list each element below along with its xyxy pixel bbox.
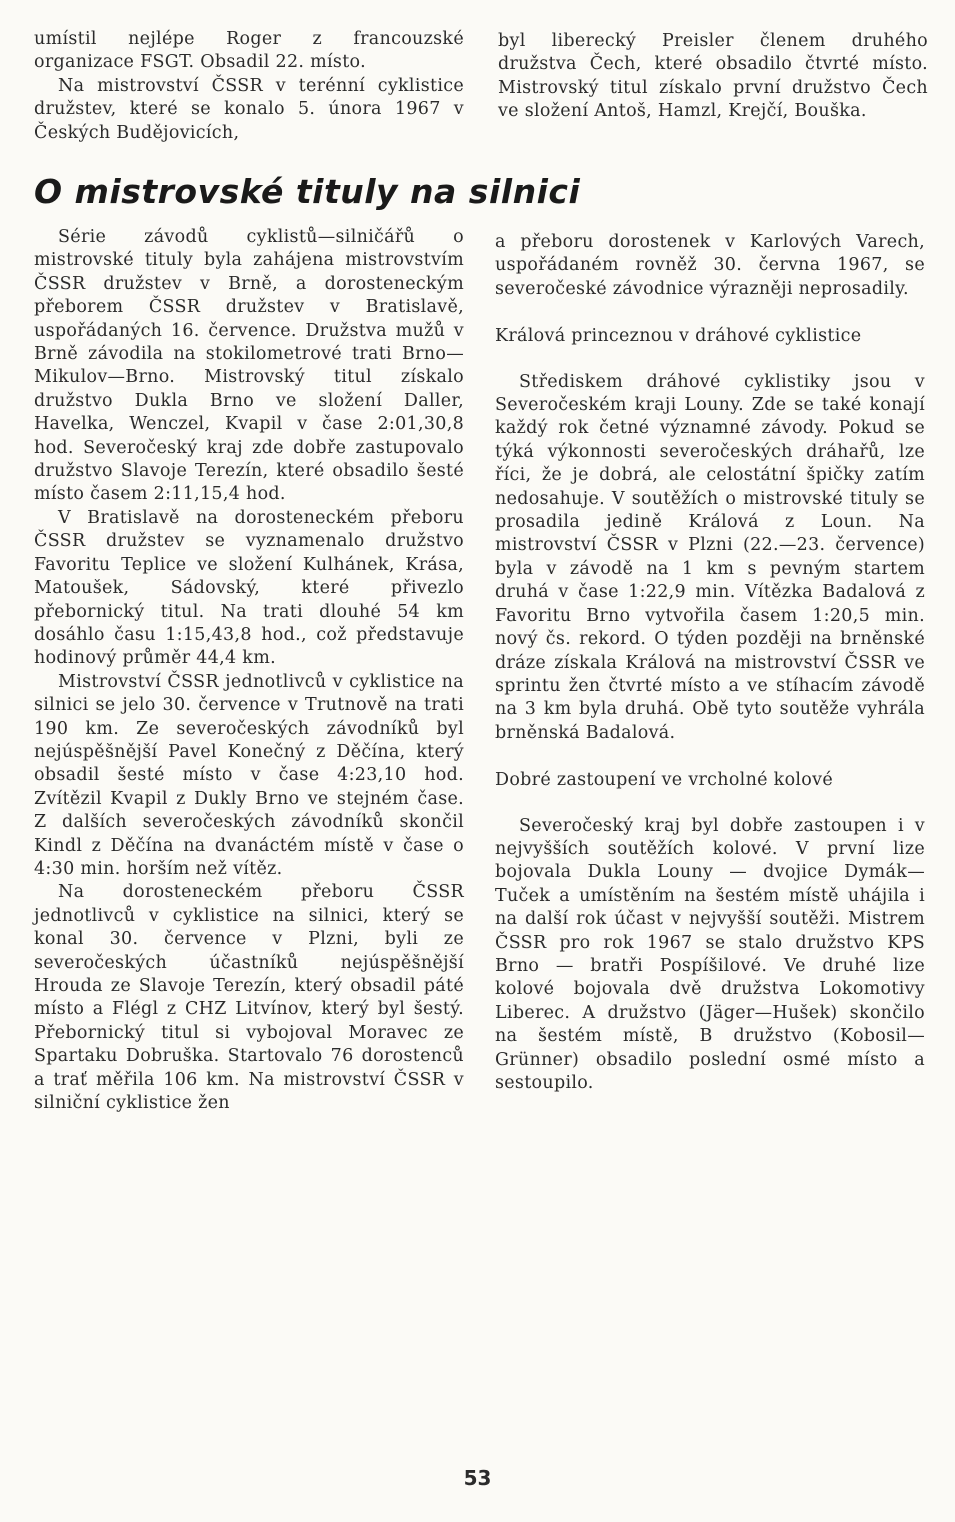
section-subheading: Dobré zastoupení ve vrcholné kolové (495, 770, 833, 791)
section-subheading: Králová princeznou v dráhové cyklistice (495, 326, 862, 347)
top-right-column (498, 30, 928, 124)
paragraph: Na dorosteneckém přeboru ČSSR jednotlivců v cyklistice na silnici, který se konal 30. července v Plzni, byli ze severočeských účastníků nejúspěšnější Hrouda ze Slavoje Terezín, který obsadil páté místo a Flégl z CHZ Litvínov, který byl šestý. Přebornický titul si vybojoval Moravec ze Spartaku Dobruška. Startovalo 76 dorostenců a trať měřila 106 km. Na mistrovství ČSSR v silniční cyklistice žen (34, 882, 464, 1114)
article-headline: O mistrovské tituly na silnici (34, 172, 581, 211)
paragraph: Série závodů cyklistů—silničářů o mistrovské tituly byla zahájena mistrovstvím ČSSR družstev v Brně, a dorosteneckým přeborem ČSSR družstev v Bratislavě, uspořádaných 16. července. Družstva mužů v Brně závodila na stokilometrové trati Brno—Mikulov—Brno. Mistrovský titul získalo družstvo Dukla Brno ve složení Daller, Havelka, Wenczel, Kvapil v čase 2:01,30,8 hod. Severočeský kraj zde dobře zastupovalo družstvo Slavoje Terezín, které obsadilo šesté místo časem 2:11,15,4 hod. (34, 227, 464, 505)
main-right-column (495, 231, 925, 1095)
page-number: 53 (463, 1466, 492, 1490)
paragraph: byl liberecký Preisler členem druhého družstva Čech, které obsadilo čtvrté místo. Mistrovský titul získalo první družstvo Čech ve složení Antoš, Hamzl, Krejčí, Bouška. (498, 31, 928, 122)
paragraph: Střediskem dráhové cyklistiky jsou v Severočeském kraji Louny. Zde se také konají každý rok četné významné závody. Pokud se týká výkonnosti severočeských dráhařů, lze říci, že je dobrá, ale celostátní špičky zatím nedosahuje. V soutěžích o mistrovské tituly se prosadila jedině Králová z Loun. Na mistrovství ČSSR v Plzni (22.—23. července) byla v závodě na 1 km s pevným startem druhá v čase 1:22,9 min. Vítězka Badalová z Favoritu Brno vytvořila časem 1:20,5 min. nový čs. rekord. O týden později na brněnské dráze získala Králová na mistrovství ČSSR ve sprintu žen čtvrté místo a ve stíhacím závodě na 3 km byla druhá. Obě tyto soutěže vyhrála brněnská Badalová. (495, 371, 925, 743)
top-left-column (34, 28, 464, 145)
paragraph: V Bratislavě na dorosteneckém přeboru ČSSR družstev se vyznamenalo družstvo Favoritu Teplice ve složení Kulhánek, Krása, Matoušek, Sádovský, které přivezlo přebornický titul. Na trati dlouhé 54 km dosáhlo času 1:15,43,8 hod., což představuje hodinový průměr 44,4 km. (34, 507, 464, 669)
main-left-column (34, 226, 464, 1115)
paragraph: Na mistrovství ČSSR v terénní cyklistice družstev, které se konalo 5. února 1967 v Českých Budějovicích, (34, 75, 464, 143)
paragraph: umístil nejlépe Roger z francouzské organizace FSGT. Obsadil 22. místo. (34, 29, 464, 73)
paragraph: Mistrovství ČSSR jednotlivců v cyklistice na silnici se jelo 30. července v Trutnově na trati 190 km. Ze severočeských závodníků byl nejúspěšnější Pavel Konečný z Děčína, který obsadil šesté místo v čase 4:23,10 hod. Zvítězil Kvapil z Dukly Brno ve stejném čase. Z dalších severočeských závodníků skončil Kindl z Děčína na dvanáctém místě v čase o 4:30 min. horším než vítěz. (34, 671, 464, 879)
paragraph: Severočeský kraj byl dobře zastoupen i v nejvyšších soutěžích kolové. V první lize bojovala Dukla Louny — dvojice Dymák—Tuček a umístěním na šestém místě uhájila i na další rok účast v nejvyšší soutěži. Mistrem ČSSR pro rok 1967 se stalo družstvo KPS Brno — bratři Pospíšilové. Ve druhé lize kolové bojovala dvě družstva Lokomotivy Liberec. A družstvo (Jäger—Hušek) skončilo na šestém místě, B družstvo (Kobosil—Grünner) obsadilo poslední osmé místo a sestoupilo. (495, 815, 925, 1093)
paragraph: a přeboru dorostenek v Karlových Varech, uspořádaném rovněž 30. června 1967, se severočeské závodnice výrazněji neprosadily. (495, 232, 925, 299)
